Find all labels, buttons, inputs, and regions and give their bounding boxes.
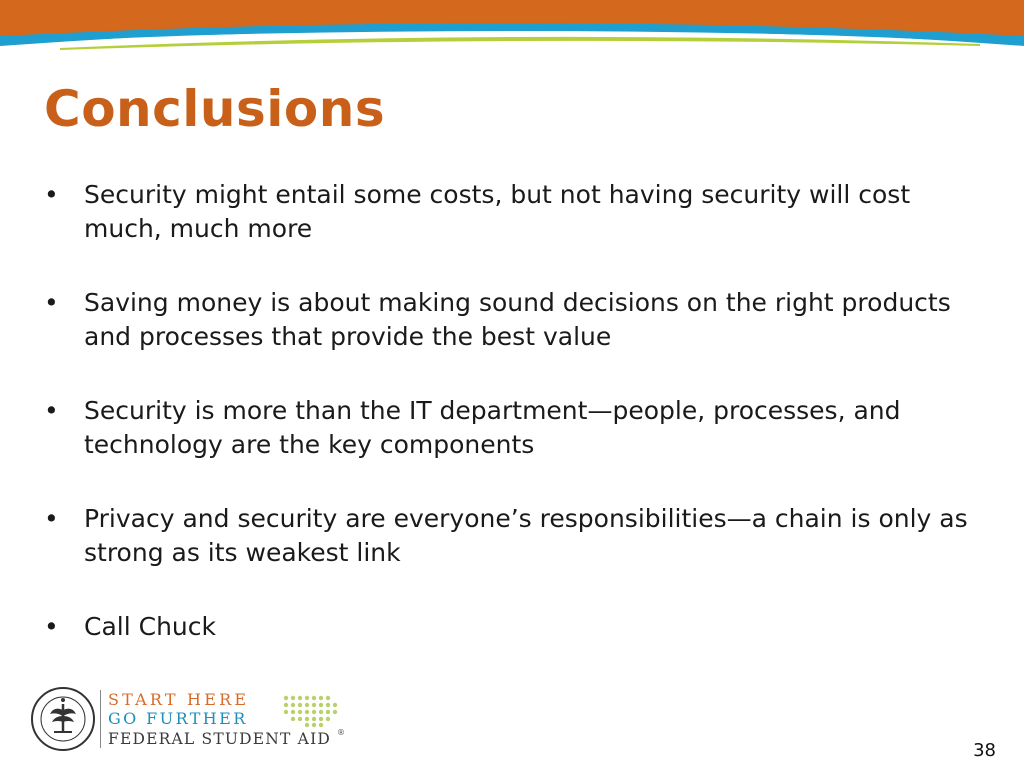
bullet-text: Privacy and security are everyone’s responsibilities—a chain is only as strong as its weakest link <box>84 504 968 567</box>
slide-title: Conclusions <box>44 80 386 138</box>
bullet-item <box>44 610 994 644</box>
logo-go-further: GO FURTHER <box>108 709 248 728</box>
logo-divider <box>100 690 101 748</box>
bullet-text: Security is more than the IT department—people, processes, and technology are the key components <box>84 396 901 459</box>
bullet-list <box>44 178 994 644</box>
bullet-text: Saving money is about making sound decisions on the right products and processes that provide the best value <box>84 288 951 351</box>
bullet-text: Call Chuck <box>84 612 216 641</box>
bullet-text: Security might entail some costs, but not having security will cost much, much more <box>84 180 911 243</box>
bullet-item <box>44 286 994 354</box>
bullet-marker: • <box>44 288 59 317</box>
page-number: 38 <box>973 740 996 761</box>
bullet-marker: • <box>44 396 59 425</box>
bullet-marker: • <box>44 180 59 209</box>
bullet-item <box>44 502 994 570</box>
federal-student-aid-logo <box>30 686 350 752</box>
bullet-item <box>44 178 994 246</box>
logo-federal-student-aid: FEDERAL STUDENT AID <box>108 730 332 748</box>
top-banner <box>0 0 1024 60</box>
registered-mark: ® <box>337 728 345 737</box>
logo-dots-icon <box>280 694 340 728</box>
bullet-item <box>44 394 994 462</box>
logo-start-here: START HERE <box>108 690 250 709</box>
bullet-marker: • <box>44 612 59 641</box>
department-seal-icon <box>30 686 96 752</box>
bullet-marker: • <box>44 504 59 533</box>
